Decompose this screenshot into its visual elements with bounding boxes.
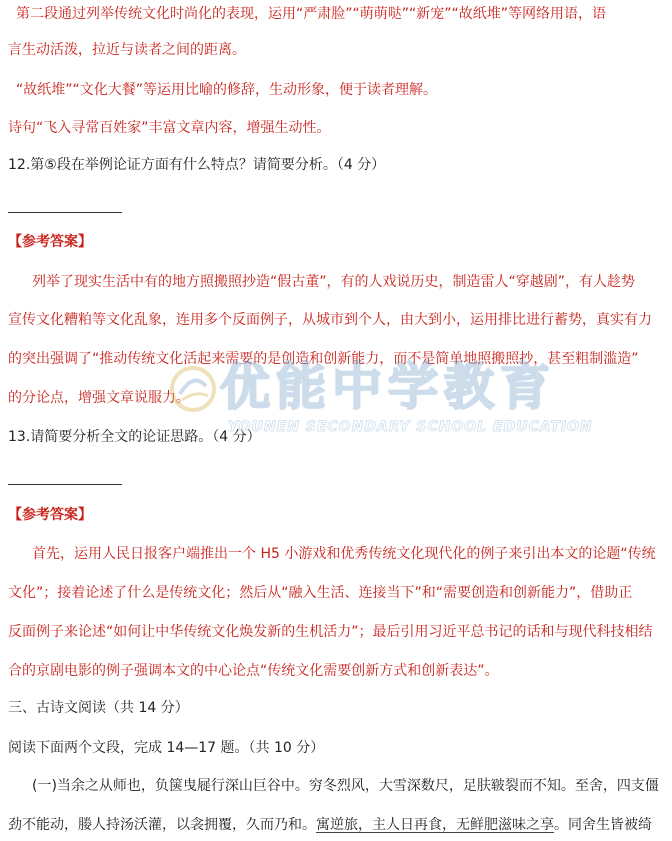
question-13: 13.请简要分析全文的论证思路。（4 分） [8,429,261,445]
answer-line: 宣传文化糟粕等文化乱象，连用多个反面例子，从城市到个人，由大到小，运用排比进行蓄势，真实有力 [8,312,652,328]
answer-line: 的突出强调了“推动传统文化活起来需要的是创造和创新能力，而不是简单地照搬照抄，甚至粗制滥造” [8,351,639,367]
reference-answer-heading: 【参考答案】 [8,234,92,250]
answer-line: 列举了现实生活中有的地方照搬照抄造“假古董”，有的人戏说历史，制造雷人“穿越剧”，有人趁势 [32,274,636,290]
reading-instruction: 阅读下面两个文段，完成 14—17 题。（共 10 分） [8,740,325,756]
passage-segment: 劲不能动，媵人持汤沃灌，以衾拥覆，久而乃和。 [8,817,316,833]
answer-line: 反面例子来论述“如何让中华传统文化焕发新的生机活力”；最后引用习近平总书记的话和与现代科技相结 [8,624,653,640]
watermark-title: 优能中学教育 [220,358,556,416]
answer-line: 诗句“飞入寻常百姓家”丰富文章内容，增强生动性。 [8,120,331,136]
reference-answer-heading: 【参考答案】 [8,507,92,523]
section-heading: 三、古诗文阅读（共 14 分） [8,700,189,716]
answer-line: 首先，运用人民日报客户端推出一个 H5 小游戏和优秀传统文化现代化的例子来引出本文的论题“传统 [32,546,656,562]
question-12: 12.第⑤段在举例论证方面有什么特点？请简要分析。（4 分） [8,157,386,173]
answer-line: 文化”；接着论述了什么是传统文化；然后从“融入生活、连接当下”和“需要创造和创新能力”，借助正 [8,585,633,601]
passage-line: (一)当余之从师也，负箧曳屣行深山巨谷中。穷冬烈风，大雪深数尺，足肤皲裂而不知。至舍，四支僵 [32,778,659,794]
answer-line: 第二段通过列举传统文化时尚化的表现，运用“严肃脸”“萌萌哒”“新宠”“故纸堆”等网络用语，语 [16,6,607,22]
underlined-sentence: 寓逆旅，主人日再食，无鲜肥滋味之享 [316,817,554,833]
answer-blank [8,484,122,485]
answer-line: “故纸堆”“文化大餐”等运用比喻的修辞，生动形象，便于读者理解。 [16,82,438,98]
watermark-subtitle: YOUNEN SECONDARY SCHOOL EDUCATION [228,419,593,435]
answer-line: 言生动活泼，拉近与读者之间的距离。 [8,42,246,58]
answer-blank [8,212,122,213]
answer-line: 合的京剧电影的例子强调本文的中心论点“传统文化需要创新方式和创新表达”。 [8,663,499,679]
passage-segment: 。同舍生皆被绮 [554,817,652,833]
passage-line [8,815,652,835]
answer-line: 的分论点，增强文章说服力。 [8,390,190,406]
